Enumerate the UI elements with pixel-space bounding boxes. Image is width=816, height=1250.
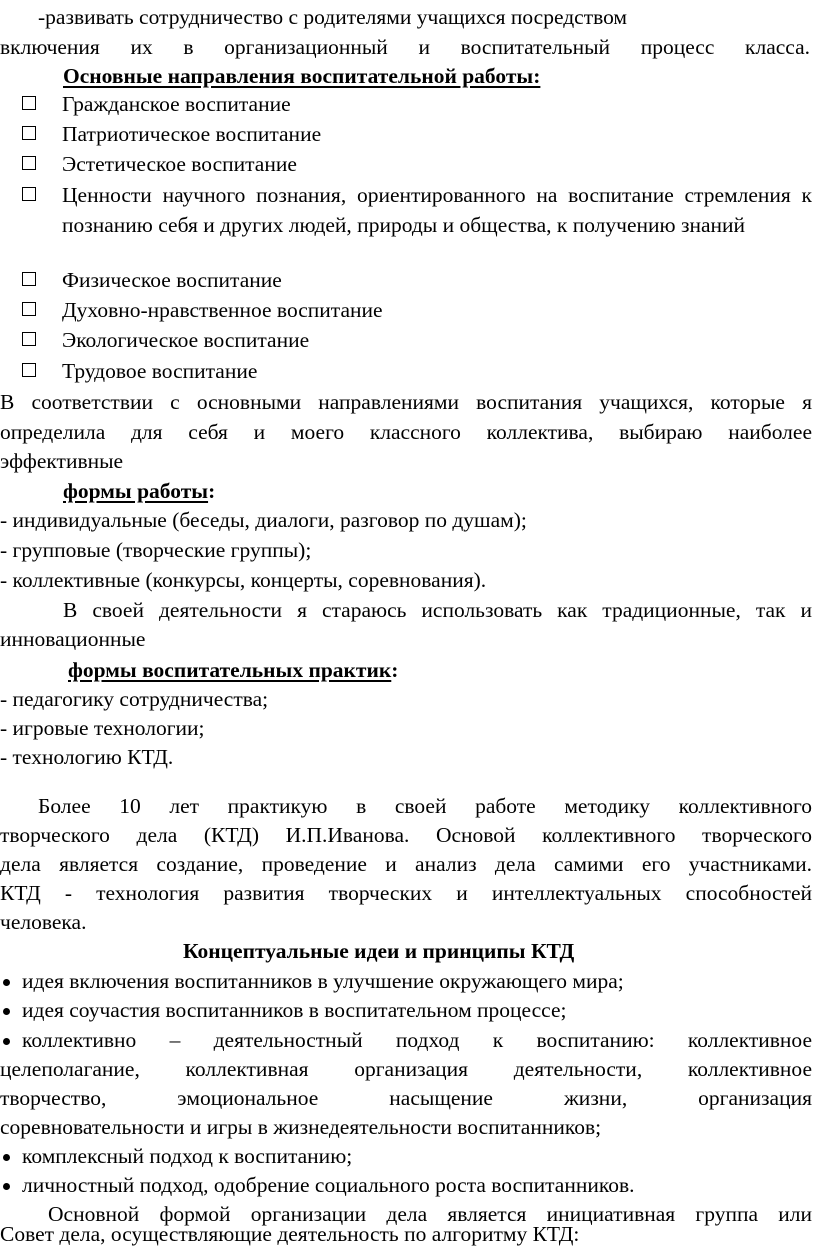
intro-line-2: включения их в организационный и воспитательный процесс класса. xyxy=(0,35,810,59)
direction-item-text: Ценности научного познания, ориентированного на воспитание стремления к познанию себя и других людей, природы и общества, к получению знаний xyxy=(62,183,812,237)
direction-item xyxy=(22,357,812,387)
bullet-icon xyxy=(3,1038,10,1045)
bullet-icon xyxy=(3,1154,10,1161)
direction-item-text: Гражданское воспитание xyxy=(62,92,291,116)
forms-heading xyxy=(63,477,363,507)
forms-heading-text: формы работы xyxy=(63,479,209,503)
principle-item-text: коллективно – деятельностный подход к воспитанию: коллективное xyxy=(22,1028,812,1052)
direction-item xyxy=(22,120,812,150)
checkbox-icon xyxy=(22,302,36,316)
final-line-1: Основной формой организации дела является инициативная группа или xyxy=(48,1202,812,1226)
ktd-line-3: дела является создание, проведение и анализ дела самими его участниками. xyxy=(0,852,812,876)
direction-item-text: Эстетическое воспитание xyxy=(62,152,297,176)
checkbox-icon xyxy=(22,156,36,170)
practices-heading xyxy=(68,656,468,686)
innovative-line-2: инновационные xyxy=(0,627,146,651)
practices-item: - игровые технологии; xyxy=(0,716,205,740)
direction-item-text: Экологическое воспитание xyxy=(62,328,310,352)
ktd-line-2: творческого дела (КТД) И.П.Иванова. Основой коллективного творческого xyxy=(0,823,812,847)
principle-item-text: идея включения воспитанников в улучшение окружающего мира; xyxy=(22,969,624,993)
forms-item: - групповые (творческие группы); xyxy=(0,538,312,562)
checkbox-icon xyxy=(22,332,36,346)
bullet-icon xyxy=(3,1183,10,1190)
direction-item xyxy=(22,296,812,326)
bullet-icon xyxy=(3,979,10,986)
direction-item xyxy=(22,90,812,120)
direction-item xyxy=(22,181,812,271)
principle-item-text: комплексный подход к воспитанию; xyxy=(22,1144,353,1168)
practices-heading-colon: : xyxy=(391,658,399,682)
choice-line-3: эффективные xyxy=(0,449,124,473)
choice-line-1: В соответствии с основными направлениями воспитания учащихся, которые я xyxy=(0,390,812,414)
checkbox-icon xyxy=(22,187,36,201)
checkbox-icon xyxy=(22,363,36,377)
direction-item-text: Физическое воспитание xyxy=(62,268,282,292)
bullet-icon xyxy=(3,1008,10,1015)
checkbox-icon xyxy=(22,126,36,140)
ktd-line-4: КТД - технология развития творческих и интеллектуальных способностей xyxy=(0,881,812,905)
principle-item-text: личностный подход, одобрение социального роста воспитанников. xyxy=(22,1173,635,1197)
final-line-2: Совет дела, осуществляющие деятельность по алгоритму КТД: xyxy=(0,1222,580,1246)
innovative-line-1: В своей деятельности я стараюсь использовать как традиционные, так и xyxy=(63,598,812,622)
practices-item: - педагогику сотрудничества; xyxy=(0,687,269,711)
checkbox-icon xyxy=(22,96,36,110)
direction-item xyxy=(22,326,812,356)
direction-item-text: Трудовое воспитание xyxy=(62,359,258,383)
principle-item-cont: соревновательности и игры в жизнедеятельности воспитанников; xyxy=(0,1115,602,1139)
direction-item-text: Патриотическое воспитание xyxy=(62,122,322,146)
principle-item-text: идея соучастия воспитанников в воспитательном процессе; xyxy=(22,998,567,1022)
principles-heading: Концептуальные идеи и принципы КТД xyxy=(183,939,575,963)
direction-item xyxy=(22,266,812,296)
forms-item: - коллективные (конкурсы, концерты, соревнования). xyxy=(0,568,487,592)
choice-line-2: определила для себя и моего классного коллектива, выбираю наиболее xyxy=(0,420,812,444)
practices-item: - технологию КТД. xyxy=(0,745,174,769)
forms-heading-colon: : xyxy=(208,479,216,503)
direction-item-text: Духовно-нравственное воспитание xyxy=(62,298,383,322)
ktd-line-1: Более 10 лет практикую в своей работе методику коллективного xyxy=(38,794,812,818)
ktd-line-5: человека. xyxy=(0,910,87,934)
practices-heading-text: формы воспитательных практик xyxy=(68,658,392,682)
intro-line-1: -развивать сотрудничество с родителями учащихся посредством xyxy=(38,5,628,29)
principle-item-cont: целеполагание, коллективная организация деятельности, коллективное xyxy=(0,1057,812,1081)
forms-item: - индивидуальные (беседы, диалоги, разговор по душам); xyxy=(0,508,527,532)
direction-item xyxy=(22,150,812,180)
principle-item-cont: творчество, эмоциональное насыщение жизни, организация xyxy=(0,1086,812,1110)
checkbox-icon xyxy=(22,272,36,286)
directions-heading: Основные направления воспитательной работы: xyxy=(63,64,541,88)
